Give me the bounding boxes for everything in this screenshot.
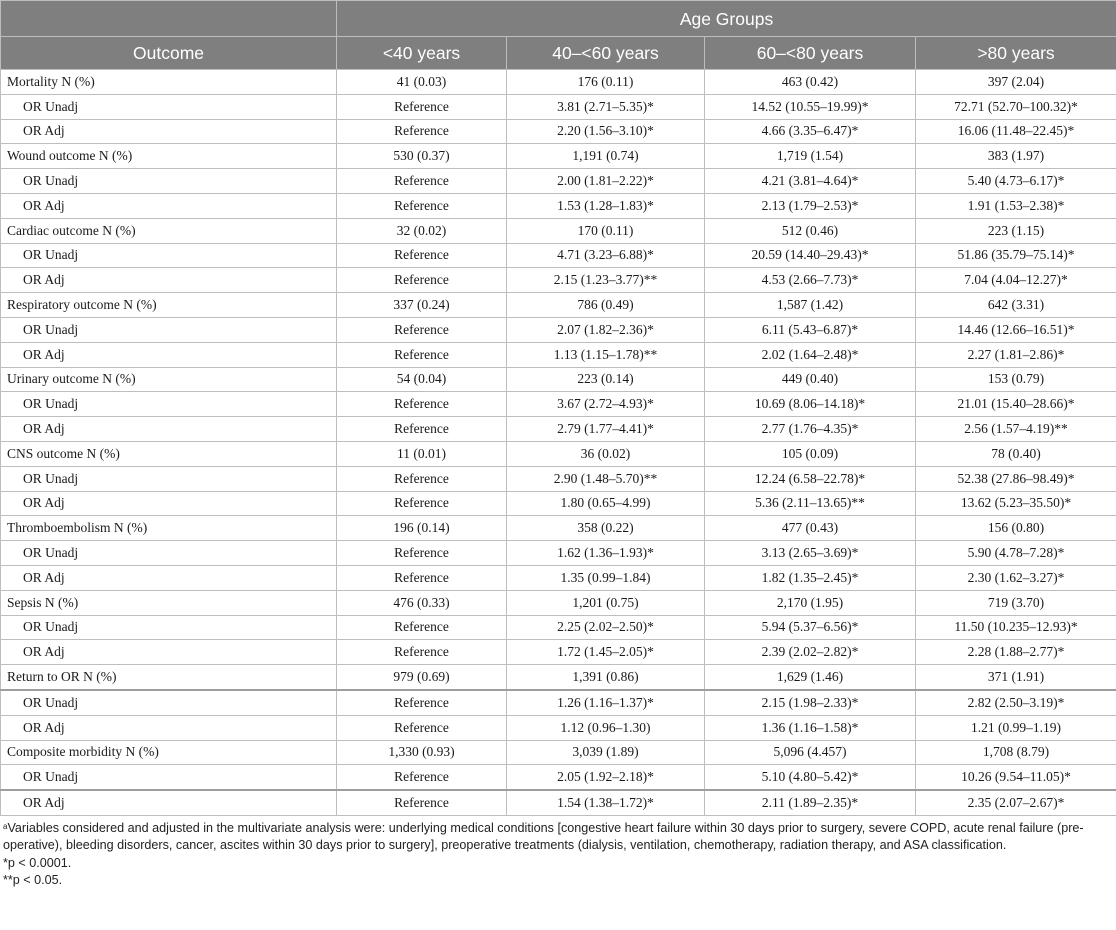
table-cell: 2.05 (1.92–2.18)* [507,765,705,790]
table-cell: 7.04 (4.04–12.27)* [916,268,1116,293]
column-header-under-40: <40 years [337,37,507,70]
odds-ratio-label: OR Adj [1,715,337,740]
table-cell: 786 (0.49) [507,293,705,318]
column-header-over-80: >80 years [916,37,1116,70]
outcome-row [1,516,1116,541]
table-cell: Reference [337,491,507,516]
table-cell: Reference [337,765,507,790]
table-cell: 5.36 (2.11–13.65)** [705,491,916,516]
table-cell: 2.56 (1.57–4.19)** [916,417,1116,442]
table-cell: Reference [337,392,507,417]
table-cell: 1.13 (1.15–1.78)** [507,342,705,367]
odds-ratio-label: OR Adj [1,119,337,144]
table-cell: 1,629 (1.46) [705,665,916,690]
table-cell: 3.81 (2.71–5.35)* [507,94,705,119]
odds-ratio-label: OR Unadj [1,690,337,715]
odds-ratio-row [1,640,1116,665]
table-cell: 1,201 (0.75) [507,590,705,615]
table-cell: 371 (1.91) [916,665,1116,690]
table-cell: Reference [337,243,507,268]
table-cell: 54 (0.04) [337,367,507,392]
table-cell: Reference [337,541,507,566]
table-cell: 1.82 (1.35–2.45)* [705,565,916,590]
table-cell: Reference [337,790,507,815]
table-cell: 2.77 (1.76–4.35)* [705,417,916,442]
table-cell: 463 (0.42) [705,70,916,95]
column-header-40-60: 40–<60 years [507,37,705,70]
table-cell: 196 (0.14) [337,516,507,541]
table-cell: 1,708 (8.79) [916,740,1116,765]
table-body [1,70,1116,816]
odds-ratio-label: OR Unadj [1,541,337,566]
table-cell: 12.24 (6.58–22.78)* [705,466,916,491]
odds-ratio-label: OR Adj [1,417,337,442]
table-cell: Reference [337,119,507,144]
table-cell: 2.39 (2.02–2.82)* [705,640,916,665]
odds-ratio-label: OR Adj [1,268,337,293]
table-cell: 2.27 (1.81–2.86)* [916,342,1116,367]
table-cell: Reference [337,268,507,293]
table-cell: Reference [337,94,507,119]
table-cell: 10.69 (8.06–14.18)* [705,392,916,417]
odds-ratio-label: OR Unadj [1,765,337,790]
table-cell: 2.35 (2.07–2.67)* [916,790,1116,815]
table-cell: 6.11 (5.43–6.87)* [705,317,916,342]
footnotes [0,816,1116,890]
odds-ratio-row [1,342,1116,367]
table-cell: Reference [337,615,507,640]
table-cell: 383 (1.97) [916,144,1116,169]
odds-ratio-label: OR Adj [1,342,337,367]
table-cell: 223 (1.15) [916,218,1116,243]
outcome-label: Respiratory outcome N (%) [1,293,337,318]
footnote-adjustment [3,820,1110,855]
table-cell: 10.26 (9.54–11.05)* [916,765,1116,790]
table-cell: 1.26 (1.16–1.37)* [507,690,705,715]
table-cell: 2.15 (1.23–3.77)** [507,268,705,293]
table-cell: 397 (2.04) [916,70,1116,95]
odds-ratio-row [1,491,1116,516]
outcome-row [1,665,1116,690]
odds-ratio-label: OR Unadj [1,392,337,417]
table-cell: 2.02 (1.64–2.48)* [705,342,916,367]
table-cell: Reference [337,169,507,194]
table-cell: 2.30 (1.62–3.27)* [916,565,1116,590]
header-blank-cell [1,1,337,37]
outcome-row [1,740,1116,765]
table-cell: 72.71 (52.70–100.32)* [916,94,1116,119]
odds-ratio-row [1,466,1116,491]
table-cell: 1.35 (0.99–1.84) [507,565,705,590]
outcome-label: Urinary outcome N (%) [1,367,337,392]
table-cell: 1.36 (1.16–1.58)* [705,715,916,740]
table-cell: 979 (0.69) [337,665,507,690]
table-cell: 1.54 (1.38–1.72)* [507,790,705,815]
outcome-row [1,144,1116,169]
table-cell: 32 (0.02) [337,218,507,243]
odds-ratio-row [1,193,1116,218]
outcome-row [1,293,1116,318]
odds-ratio-row [1,615,1116,640]
table-cell: 2.25 (2.02–2.50)* [507,615,705,640]
table-cell: 2.79 (1.77–4.41)* [507,417,705,442]
outcome-row [1,218,1116,243]
table-cell: 1.53 (1.28–1.83)* [507,193,705,218]
odds-ratio-row [1,417,1116,442]
footnote-double-star: **p < 0.05. [3,873,63,888]
table-cell: 3,039 (1.89) [507,740,705,765]
table-cell: 719 (3.70) [916,590,1116,615]
odds-ratio-label: OR Unadj [1,317,337,342]
table-cell: 477 (0.43) [705,516,916,541]
table-cell: 530 (0.37) [337,144,507,169]
age-groups-header: Age Groups [337,1,1116,37]
table-cell: 2.90 (1.48–5.70)** [507,466,705,491]
odds-ratio-row [1,690,1116,715]
table-cell: Reference [337,640,507,665]
odds-ratio-label: OR Unadj [1,94,337,119]
outcome-label: Sepsis N (%) [1,590,337,615]
table-cell: 2,170 (1.95) [705,590,916,615]
outcome-row [1,70,1116,95]
outcome-label: Thromboembolism N (%) [1,516,337,541]
table-cell: 1.62 (1.36–1.93)* [507,541,705,566]
table-cell: Reference [337,342,507,367]
table-cell: 13.62 (5.23–35.50)* [916,491,1116,516]
table-cell: 41 (0.03) [337,70,507,95]
table-cell: Reference [337,417,507,442]
odds-ratio-row [1,541,1116,566]
table-cell: 5.10 (4.80–5.42)* [705,765,916,790]
odds-ratio-row [1,392,1116,417]
header-row-columns [1,37,1116,70]
table-cell: Reference [337,715,507,740]
outcome-row [1,367,1116,392]
table-cell: 21.01 (15.40–28.66)* [916,392,1116,417]
table-cell: 4.53 (2.66–7.73)* [705,268,916,293]
table-cell: 449 (0.40) [705,367,916,392]
table-cell: 2.11 (1.89–2.35)* [705,790,916,815]
table-cell: 1,719 (1.54) [705,144,916,169]
table-cell: 14.52 (10.55–19.99)* [705,94,916,119]
header-row-groups [1,1,1116,37]
table-cell: Reference [337,317,507,342]
outcome-label: Cardiac outcome N (%) [1,218,337,243]
table-cell: 20.59 (14.40–29.43)* [705,243,916,268]
table-cell: 105 (0.09) [705,441,916,466]
table-cell: 1.91 (1.53–2.38)* [916,193,1116,218]
odds-ratio-label: OR Unadj [1,243,337,268]
table-cell: 2.00 (1.81–2.22)* [507,169,705,194]
table-cell: 512 (0.46) [705,218,916,243]
table-cell: 2.82 (2.50–3.19)* [916,690,1116,715]
odds-ratio-label: OR Adj [1,491,337,516]
table-cell: 1,391 (0.86) [507,665,705,690]
outcome-row [1,590,1116,615]
odds-ratio-label: OR Unadj [1,466,337,491]
table-cell: Reference [337,690,507,715]
table-cell: 2.20 (1.56–3.10)* [507,119,705,144]
odds-ratio-row [1,243,1116,268]
table-cell: 153 (0.79) [916,367,1116,392]
table-cell: 14.46 (12.66–16.51)* [916,317,1116,342]
table-cell: 5.94 (5.37–6.56)* [705,615,916,640]
table-cell: 4.21 (3.81–4.64)* [705,169,916,194]
odds-ratio-row [1,765,1116,790]
footnote-adjustment-text: Variables considered and adjusted in the multivariate analysis were: underlying medical conditions [congestive heart failure within 30 days prior to surgery, severe COPD, acute renal failure (pre-operative), bleeding disorders, cancer, ascites within 30 days prior to surgery], preoperative treatments (dialysis, ventilation, chemotherapy, radiation therapy, and ASA classification. [3,820,1084,853]
table-cell: 4.71 (3.23–6.88)* [507,243,705,268]
table-cell: Reference [337,565,507,590]
table-cell: Reference [337,466,507,491]
table-cell: 16.06 (11.48–22.45)* [916,119,1116,144]
footnote-marker: a [3,821,8,831]
table-cell: Reference [337,193,507,218]
table-cell: 223 (0.14) [507,367,705,392]
odds-ratio-row [1,715,1116,740]
table-cell: 170 (0.11) [507,218,705,243]
outcome-label: Mortality N (%) [1,70,337,95]
table-cell: 5.40 (4.73–6.17)* [916,169,1116,194]
table-cell: 642 (3.31) [916,293,1116,318]
table-cell: 5.90 (4.78–7.28)* [916,541,1116,566]
odds-ratio-row [1,94,1116,119]
table-cell: 3.67 (2.72–4.93)* [507,392,705,417]
outcome-label: Composite morbidity N (%) [1,740,337,765]
odds-ratio-label: OR Adj [1,193,337,218]
table-cell: 1.12 (0.96–1.30) [507,715,705,740]
table-cell: 1,191 (0.74) [507,144,705,169]
table-cell: 337 (0.24) [337,293,507,318]
table-cell: 2.28 (1.88–2.77)* [916,640,1116,665]
odds-ratio-row [1,317,1116,342]
odds-ratio-row [1,565,1116,590]
odds-ratio-row [1,268,1116,293]
table-cell: 2.13 (1.79–2.53)* [705,193,916,218]
table-cell: 2.15 (1.98–2.33)* [705,690,916,715]
table-cell: 11 (0.01) [337,441,507,466]
odds-ratio-label: OR Adj [1,565,337,590]
table-cell: 1.21 (0.99–1.19) [916,715,1116,740]
table-cell: 52.38 (27.86–98.49)* [916,466,1116,491]
table-cell: 51.86 (35.79–75.14)* [916,243,1116,268]
table-cell: 4.66 (3.35–6.47)* [705,119,916,144]
footnote-single-star: *p < 0.0001. [3,855,72,870]
table-cell: 5,096 (4.457) [705,740,916,765]
outcome-label: Return to OR N (%) [1,665,337,690]
table-cell: 176 (0.11) [507,70,705,95]
table-cell: 1.80 (0.65–4.99) [507,491,705,516]
table-cell: 1.72 (1.45–2.05)* [507,640,705,665]
outcome-row [1,441,1116,466]
table-cell: 11.50 (10.235–12.93)* [916,615,1116,640]
table-cell: 3.13 (2.65–3.69)* [705,541,916,566]
outcome-column-header: Outcome [1,37,337,70]
odds-ratio-row [1,169,1116,194]
table-cell: 358 (0.22) [507,516,705,541]
odds-ratio-label: OR Adj [1,790,337,815]
outcome-label: CNS outcome N (%) [1,441,337,466]
table-cell: 2.07 (1.82–2.36)* [507,317,705,342]
odds-ratio-label: OR Unadj [1,615,337,640]
column-header-60-80: 60–<80 years [705,37,916,70]
table-cell: 78 (0.40) [916,441,1116,466]
odds-ratio-label: OR Unadj [1,169,337,194]
table-cell: 36 (0.02) [507,441,705,466]
outcome-label: Wound outcome N (%) [1,144,337,169]
table-cell: 156 (0.80) [916,516,1116,541]
table-cell: 1,330 (0.93) [337,740,507,765]
odds-ratio-row [1,119,1116,144]
odds-ratio-row [1,790,1116,815]
table-cell: 476 (0.33) [337,590,507,615]
odds-ratio-label: OR Adj [1,640,337,665]
table-cell: 1,587 (1.42) [705,293,916,318]
